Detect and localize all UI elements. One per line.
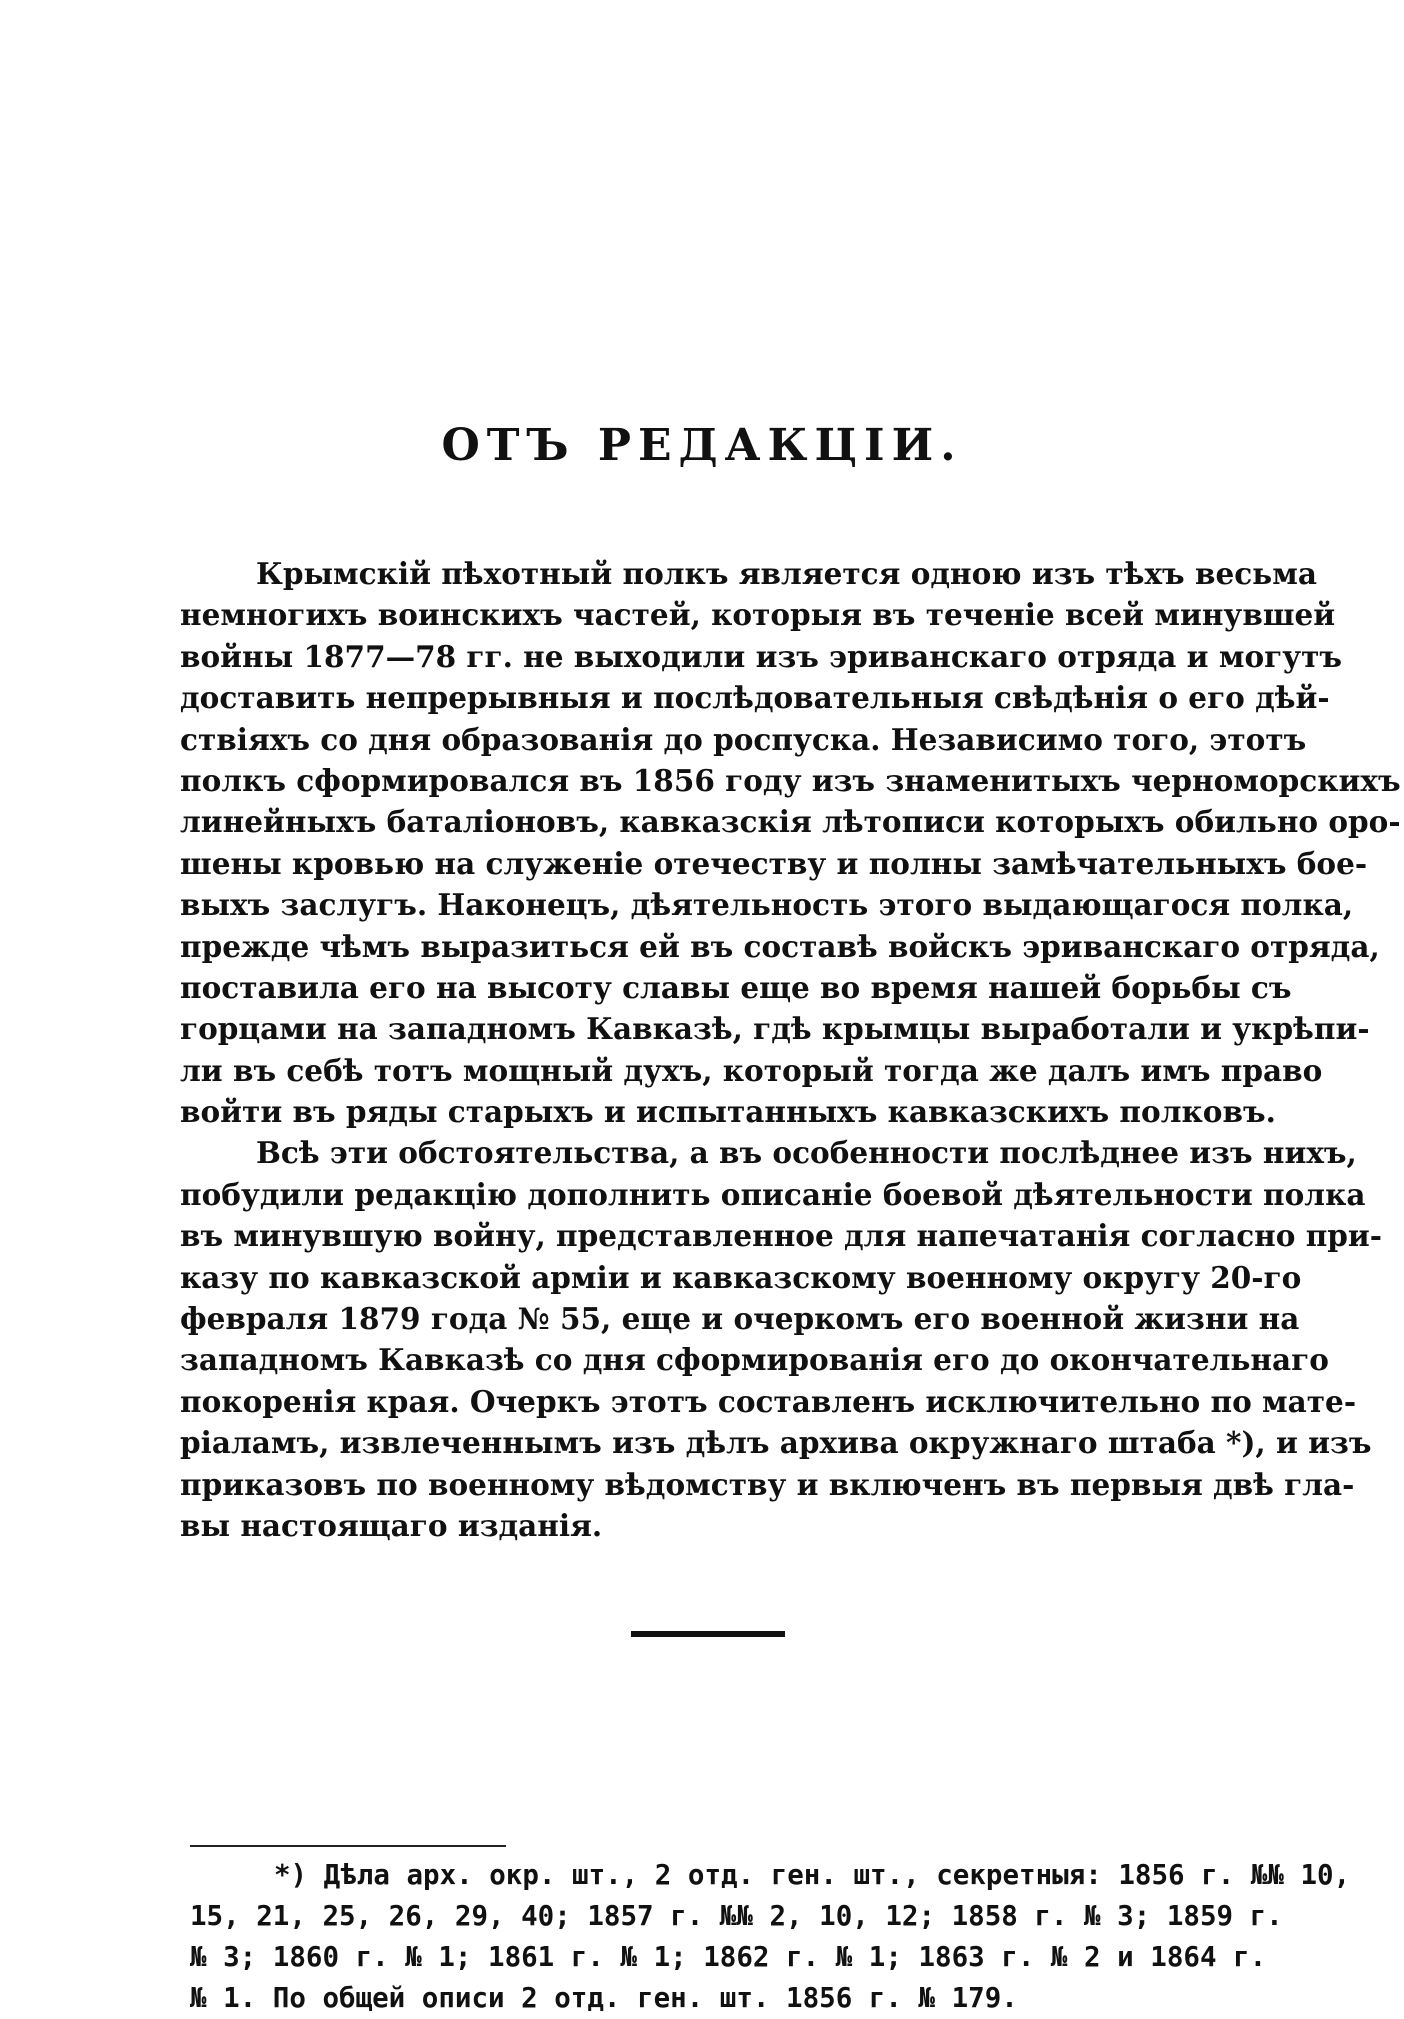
paragraph-1-line-8: шены кровью на служеніе отечеству и полны замѣчательныхъ бое-	[180, 845, 1368, 881]
paragraph-2-line-9: приказовъ по военному вѣдомству и включенъ въ первыя двѣ гла-	[180, 1466, 1355, 1502]
body-text	[180, 553, 1401, 1546]
footnote-line-1: *) Дѣла арх. окр. шт., 2 отд. ген. шт., секретныя: 1856 г. №№ 10,	[274, 1859, 1351, 1891]
paragraph-1-line-3: войны 1877—78 гг. не выходили изъ эриванскаго отряда и могутъ	[180, 638, 1342, 674]
paragraph-1-line-11: поставила его на высоту славы еще во время нашей борьбы съ	[180, 969, 1292, 1005]
footnote-line-3: № 3; 1860 г. № 1; 1861 г. № 1; 1862 г. № 1; 1863 г. № 2 и 1864 г.	[190, 1941, 1267, 1973]
paragraph-1-line-4: доставить непрерывныя и послѣдовательныя свѣдѣнія о его дѣй-	[180, 680, 1330, 716]
footnote-line-4: № 1. По общей описи 2 отд. ген. шт. 1856 г. № 179.	[190, 1982, 1018, 2014]
paragraph-2-line-5: февраля 1879 года № 55, еще и очеркомъ его военной жизни на	[180, 1301, 1300, 1337]
footnote	[190, 1855, 1351, 2019]
paragraph-2-line-7: покоренія края. Очеркъ этотъ составленъ исключительно по мате-	[180, 1383, 1357, 1419]
paragraph-2-line-2: побудили редакцію дополнить описаніе боевой дѣятельности полка	[180, 1176, 1366, 1212]
paragraph-1-line-13: ли въ себѣ тотъ мощный духъ, который тогда же далъ имъ право	[180, 1052, 1323, 1088]
paragraph-1-line-2: немногихъ воинскихъ частей, которыя въ теченіе всей минувшей	[180, 597, 1336, 633]
paragraph-1-line-9: выхъ заслугъ. Наконецъ, дѣятельность этого выдающагося полка,	[180, 887, 1354, 923]
paragraph-2-line-1: Всѣ эти обстоятельства, а въ особенности послѣднее изъ нихъ,	[256, 1135, 1357, 1171]
paragraph-1-line-14: войти въ ряды старыхъ и испытанныхъ кавказскихъ полковъ.	[180, 1094, 1276, 1130]
paragraph-1-line-1: Крымскій пѣхотный полкъ является одною изъ тѣхъ весьма	[256, 556, 1317, 591]
paragraph-2-line-6: западномъ Кавказѣ со дня сформированія его до окончательнаго	[180, 1342, 1329, 1378]
page-title: ОТЪ РЕДАКЦІИ.	[441, 420, 963, 471]
paragraph-1-line-10: прежде чѣмъ выразиться ей въ составѣ войскъ эриванскаго отряда,	[180, 928, 1380, 964]
footnote-line-2: 15, 21, 25, 26, 29, 40; 1857 г. №№ 2, 10, 12; 1858 г. № 3; 1859 г.	[190, 1900, 1283, 1932]
paragraph-1-line-7: линейныхъ баталіоновъ, кавказскія лѣтописи которыхъ обильно оро-	[180, 804, 1401, 840]
paragraph-2-line-4: казу по кавказской арміи и кавказскому военному округу 20-го	[180, 1259, 1302, 1295]
paragraph-2-line-3: въ минувшую войну, представленное для напечатанія согласно при-	[180, 1218, 1383, 1254]
paragraph-1-line-5: ствіяхъ со дня образованія до роспуска. Независимо того, этотъ	[180, 721, 1307, 757]
paragraph-2-line-8: ріаламъ, извлеченнымъ изъ дѣлъ архива окружнаго штаба *), и изъ	[180, 1425, 1372, 1461]
paragraph-1-line-12: горцами на западномъ Кавказѣ, гдѣ крымцы выработали и укрѣпи-	[180, 1011, 1370, 1047]
paragraph-1-line-6: полкъ сформировался въ 1856 году изъ знаменитыхъ черноморскихъ	[180, 762, 1401, 798]
section-end-rule	[631, 1631, 785, 1637]
footnote-divider	[190, 1845, 506, 1847]
paragraph-2-line-10: вы настоящаго изданія.	[180, 1507, 603, 1543]
